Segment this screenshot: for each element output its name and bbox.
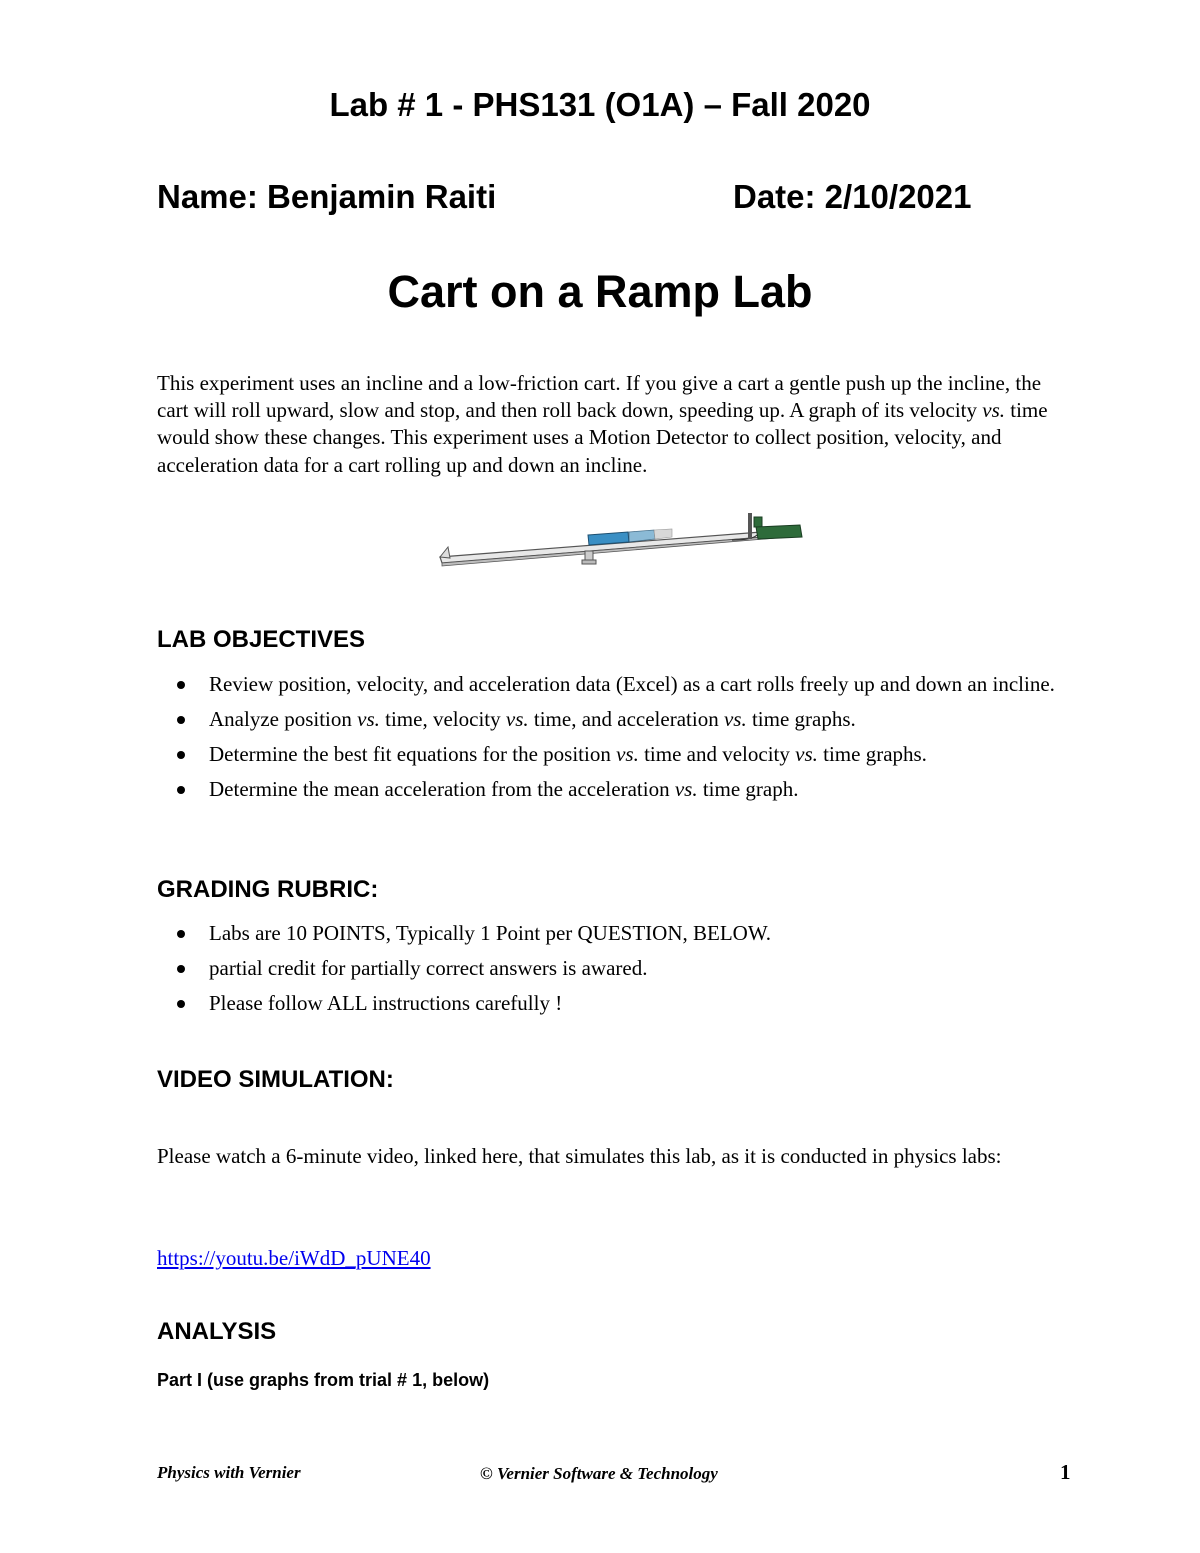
vs-text: vs. xyxy=(795,742,818,766)
list-item xyxy=(157,671,1062,697)
intro-text-1: This experiment uses an incline and a low-friction cart. If you give a cart a gentle push up the incline, the cart will roll upward, slow and stop, and then roll back down, speeding up. A graph of its velocity xyxy=(157,371,1042,423)
objective-text: time graphs. xyxy=(746,707,856,731)
list-item xyxy=(157,920,1062,946)
motion-detector xyxy=(756,525,802,539)
bullet-icon xyxy=(177,786,185,794)
intro-text-2: time would show these changes. This experiment uses a Motion Detector to collect position, velocity, and acceleration data for a cart rolling up and down an incline. xyxy=(157,398,1048,477)
part-one-label: Part I (use graphs from trial # 1, below) xyxy=(157,1370,490,1390)
ramp-end-stop xyxy=(440,547,450,558)
rubric-text: Labs are 10 POINTS, Typically 1 Point per QUESTION, BELOW. xyxy=(209,921,771,945)
objective-text: time graphs. xyxy=(817,742,927,766)
objective-text: time and velocity xyxy=(638,742,796,766)
bullet-icon xyxy=(177,965,185,973)
bullet-icon xyxy=(177,1000,185,1008)
rubric-heading: GRADING RUBRIC: xyxy=(157,876,379,903)
vs-text: vs. xyxy=(505,707,529,731)
objective-text: Determine the mean acceleration from the acceleration xyxy=(209,777,675,801)
objective-text: Review position, velocity, and acceleration data (Excel) as a cart rolls freely up and down an incline. xyxy=(209,672,1055,696)
vs-text: vs. xyxy=(674,777,698,801)
list-item xyxy=(157,706,1062,732)
cart-ramp-illustration xyxy=(432,505,812,575)
rubric-text: partial credit for partially correct answers is awared. xyxy=(209,956,648,980)
bullet-icon xyxy=(177,751,185,759)
vs-text: vs. xyxy=(616,742,639,766)
objective-text: time, and acceleration xyxy=(528,707,724,731)
footer-copyright: © Vernier Software & Technology xyxy=(480,1464,718,1483)
list-item xyxy=(157,776,1062,802)
list-item xyxy=(157,955,1062,981)
page-number: 1 xyxy=(1060,1460,1071,1484)
objective-text: Analyze position xyxy=(209,707,358,731)
course-header: Lab # 1 - PHS131 (O1A) – Fall 2020 xyxy=(329,86,871,123)
list-item xyxy=(157,990,1062,1016)
objectives-heading: LAB OBJECTIVES xyxy=(157,626,366,653)
rubric-text: Please follow ALL instructions carefully ! xyxy=(209,991,563,1015)
video-heading: VIDEO SIMULATION: xyxy=(157,1066,394,1093)
objective-text: time, velocity xyxy=(379,707,506,731)
student-name: Name: Benjamin Raiti xyxy=(157,178,497,215)
objectives-list xyxy=(157,671,1062,811)
video-instructions: Please watch a 6-minute video, linked here, that simulates this lab, as it is conducted in physics labs: xyxy=(157,1144,1002,1168)
vs-text: vs. xyxy=(723,707,747,731)
vs-text: vs. xyxy=(357,707,380,731)
objective-text: time graph. xyxy=(697,777,799,801)
bullet-icon xyxy=(177,930,185,938)
footer-book-title: Physics with Vernier xyxy=(157,1463,301,1482)
bullet-icon xyxy=(177,681,185,689)
bullet-icon xyxy=(177,716,185,724)
list-item xyxy=(157,741,1062,767)
document-title: Cart on a Ramp Lab xyxy=(387,266,813,317)
analysis-heading: ANALYSIS xyxy=(157,1318,277,1345)
intro-paragraph xyxy=(157,370,1062,479)
rubric-list xyxy=(157,920,1062,1025)
objective-text: Determine the best fit equations for the position xyxy=(209,742,617,766)
video-link[interactable]: https://youtu.be/iWdD_pUNE40 xyxy=(157,1246,431,1270)
intro-vs: vs. xyxy=(982,398,1006,423)
lab-date: Date: 2/10/2021 xyxy=(733,178,972,215)
